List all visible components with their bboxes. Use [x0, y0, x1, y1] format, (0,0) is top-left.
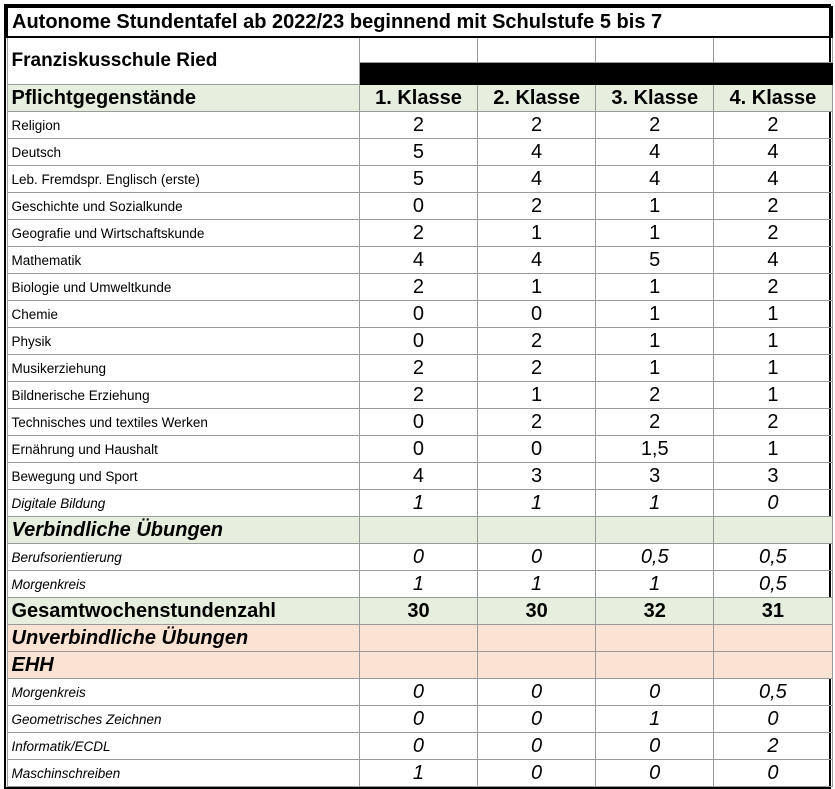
hours-cell: 32 [596, 598, 714, 625]
hours-cell: 1 [714, 328, 832, 355]
hours-cell: 2 [596, 409, 714, 436]
hours-cell: 0 [714, 706, 832, 733]
hours-cell [714, 652, 832, 679]
hours-cell: 1 [359, 760, 477, 787]
hours-cell: 2 [359, 220, 477, 247]
hours-cell: 2 [714, 733, 832, 760]
hours-cell [596, 625, 714, 652]
subject-label: Geometrisches Zeichnen [7, 706, 359, 733]
hours-cell: 1 [596, 274, 714, 301]
hours-cell: 1 [714, 382, 832, 409]
timetable-sheet [4, 4, 831, 789]
hours-cell: 0,5 [596, 544, 714, 571]
hours-cell: 1 [478, 274, 596, 301]
hours-cell: 0 [596, 760, 714, 787]
hours-cell: 31 [714, 598, 832, 625]
hours-cell: 4 [714, 247, 832, 274]
hours-cell: 0 [478, 301, 596, 328]
subject-label: Morgenkreis [7, 571, 359, 598]
hours-cell: 0 [478, 760, 596, 787]
hours-cell: 2 [714, 220, 832, 247]
hours-cell [478, 652, 596, 679]
hours-cell: 3 [478, 463, 596, 490]
section-subheading: EHH [7, 652, 359, 679]
hours-cell [359, 652, 477, 679]
hours-cell: 4 [478, 247, 596, 274]
subject-label: Geografie und Wirtschaftskunde [7, 220, 359, 247]
hours-cell: 2 [359, 274, 477, 301]
hours-cell: 0 [359, 409, 477, 436]
hours-cell: 2 [478, 355, 596, 382]
section-row [7, 652, 832, 679]
blank-cell [359, 37, 477, 63]
hours-cell: 0 [359, 706, 477, 733]
hours-cell: 5 [596, 247, 714, 274]
subject-label: Digitale Bildung [7, 490, 359, 517]
table-row [7, 409, 832, 436]
hours-cell [596, 652, 714, 679]
hours-cell: 2 [478, 193, 596, 220]
total-label: Gesamtwochenstundenzahl [7, 598, 359, 625]
table-row [7, 247, 832, 274]
table-row [7, 274, 832, 301]
subject-label: Chemie [7, 301, 359, 328]
hours-cell [714, 517, 832, 544]
hours-cell: 30 [478, 598, 596, 625]
hours-cell: 1 [714, 301, 832, 328]
subject-label: Religion [7, 112, 359, 139]
hours-cell: 0 [478, 706, 596, 733]
total-row [7, 598, 832, 625]
hours-cell: 4 [478, 139, 596, 166]
table-row [7, 193, 832, 220]
hours-cell [596, 517, 714, 544]
hours-cell: 0 [359, 328, 477, 355]
hours-cell: 4 [596, 166, 714, 193]
subject-label: Maschinschreiben [7, 760, 359, 787]
section-heading: Verbindliche Übungen [7, 517, 359, 544]
subject-label: Bildnerische Erziehung [7, 382, 359, 409]
table-row [7, 544, 832, 571]
column-header: 3. Klasse [596, 85, 714, 112]
hours-cell: 0,5 [714, 544, 832, 571]
hours-cell: 1 [596, 220, 714, 247]
hours-cell: 4 [596, 139, 714, 166]
hours-cell: 4 [359, 463, 477, 490]
table-row [7, 220, 832, 247]
subject-label: Informatik/ECDL [7, 733, 359, 760]
hours-cell: 3 [596, 463, 714, 490]
black-bar [714, 63, 832, 85]
title-row [7, 7, 832, 37]
blank-cell [714, 37, 832, 63]
hours-cell [359, 517, 477, 544]
page-title: Autonome Stundentafel ab 2022/23 beginnend mit Schulstufe 5 bis 7 [7, 7, 832, 37]
subject-label: Physik [7, 328, 359, 355]
hours-cell: 2 [359, 355, 477, 382]
hours-cell: 1 [478, 571, 596, 598]
subject-label: Mathematik [7, 247, 359, 274]
hours-cell: 0 [359, 544, 477, 571]
section-row [7, 625, 832, 652]
section-row [7, 517, 832, 544]
hours-cell: 0 [714, 760, 832, 787]
hours-cell: 2 [478, 328, 596, 355]
hours-cell: 0,5 [714, 679, 832, 706]
table-row [7, 463, 832, 490]
hours-cell: 2 [714, 193, 832, 220]
hours-cell: 0 [359, 679, 477, 706]
hours-cell: 1 [359, 571, 477, 598]
subject-label: Berufsorientierung [7, 544, 359, 571]
hours-cell: 1 [596, 193, 714, 220]
hours-cell: 2 [596, 112, 714, 139]
subject-label: Biologie und Umweltkunde [7, 274, 359, 301]
hours-cell: 0 [478, 733, 596, 760]
hours-cell: 2 [359, 382, 477, 409]
column-header: 1. Klasse [359, 85, 477, 112]
hours-cell: 0 [359, 301, 477, 328]
black-bar [478, 63, 596, 85]
hours-cell: 0,5 [714, 571, 832, 598]
hours-cell: 1 [596, 490, 714, 517]
subject-label: Geschichte und Sozialkunde [7, 193, 359, 220]
hours-cell: 5 [359, 166, 477, 193]
table-row [7, 571, 832, 598]
subject-label: Musikerziehung [7, 355, 359, 382]
table-row [7, 166, 832, 193]
hours-cell: 2 [359, 112, 477, 139]
hours-cell [478, 517, 596, 544]
hours-cell: 1 [596, 328, 714, 355]
table-row [7, 355, 832, 382]
hours-cell: 5 [359, 139, 477, 166]
hours-cell: 1 [596, 355, 714, 382]
subject-label: Leb. Fremdspr. Englisch (erste) [7, 166, 359, 193]
subject-label: Ernährung und Haushalt [7, 436, 359, 463]
subject-label: Bewegung und Sport [7, 463, 359, 490]
blank-cell [596, 37, 714, 63]
hours-cell: 2 [714, 274, 832, 301]
hours-cell: 2 [478, 409, 596, 436]
table-row [7, 436, 832, 463]
hours-cell: 1 [714, 436, 832, 463]
hours-cell: 1 [478, 382, 596, 409]
blank-cell [478, 37, 596, 63]
hours-cell: 0 [596, 679, 714, 706]
hours-cell: 4 [359, 247, 477, 274]
table-row [7, 301, 832, 328]
hours-cell: 1 [714, 355, 832, 382]
hours-cell: 0 [478, 436, 596, 463]
column-header: 2. Klasse [478, 85, 596, 112]
hours-cell: 1 [596, 571, 714, 598]
hours-cell: 0 [714, 490, 832, 517]
subject-label: Morgenkreis [7, 679, 359, 706]
hours-cell [714, 625, 832, 652]
hours-cell: 2 [714, 112, 832, 139]
hours-cell: 1 [478, 490, 596, 517]
column-header: 4. Klasse [714, 85, 832, 112]
timetable [6, 6, 833, 787]
hours-cell: 0 [478, 544, 596, 571]
hours-cell: 2 [714, 409, 832, 436]
table-row [7, 733, 832, 760]
section-heading: Unverbindliche Übungen [7, 625, 359, 652]
table-row [7, 679, 832, 706]
black-bar [359, 63, 477, 85]
hours-cell [478, 625, 596, 652]
hours-cell [359, 625, 477, 652]
hours-cell: 0 [359, 193, 477, 220]
hours-cell: 0 [359, 733, 477, 760]
hours-cell: 2 [596, 382, 714, 409]
subject-label: Deutsch [7, 139, 359, 166]
hours-cell: 1 [359, 490, 477, 517]
section-heading: Pflichtgegenstände [7, 85, 359, 112]
hours-cell: 4 [714, 139, 832, 166]
header-row [7, 85, 832, 112]
table-row [7, 490, 832, 517]
hours-cell: 4 [714, 166, 832, 193]
hours-cell: 1 [596, 301, 714, 328]
school-row [7, 37, 832, 63]
hours-cell: 30 [359, 598, 477, 625]
hours-cell: 1 [478, 220, 596, 247]
hours-cell: 1 [596, 706, 714, 733]
hours-cell: 0 [478, 679, 596, 706]
table-row [7, 760, 832, 787]
school-name: Franziskusschule Ried [7, 37, 359, 85]
table-row [7, 139, 832, 166]
subject-label: Technisches und textiles Werken [7, 409, 359, 436]
black-bar [596, 63, 714, 85]
hours-cell: 3 [714, 463, 832, 490]
hours-cell: 0 [359, 436, 477, 463]
hours-cell: 0 [596, 733, 714, 760]
table-row [7, 112, 832, 139]
hours-cell: 4 [478, 166, 596, 193]
hours-cell: 2 [478, 112, 596, 139]
table-row [7, 328, 832, 355]
table-row [7, 706, 832, 733]
table-row [7, 382, 832, 409]
hours-cell: 1,5 [596, 436, 714, 463]
